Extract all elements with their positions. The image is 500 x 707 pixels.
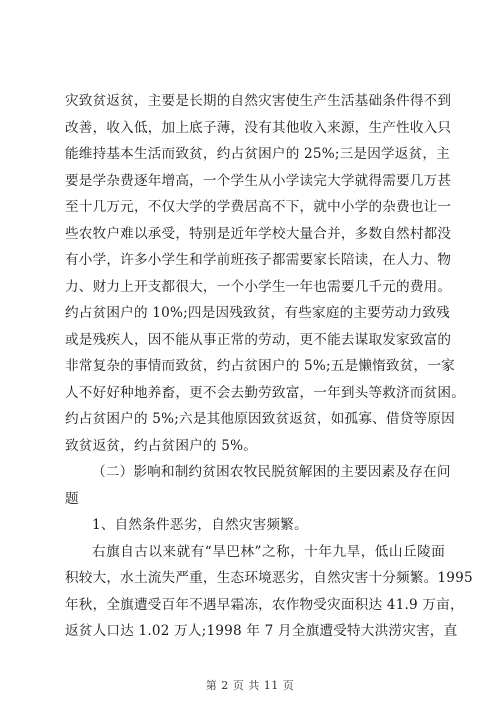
- page-footer: 第 2 页 共 11 页: [205, 679, 295, 692]
- section-heading: （二）影响和制约贫困农牧民脱贫解困的主要因素及存在问: [92, 464, 451, 480]
- text-line: 些农牧户难以承受，特别是近年学校大量合并，多数自然村都没: [65, 225, 452, 242]
- text-line: 改善，收入低，加上底子薄，没有其他收入来源，生产性收入只: [65, 119, 452, 136]
- text-line: 返贫人口达 1.02 万人;1998 年 7 月全旗遭受特大洪涝灾害，直: [65, 623, 458, 639]
- text-line: 人不好好种地养畜，更不会去勤劳致富，一年到头等救济而贫困。: [65, 384, 466, 401]
- text-line: 右旗自古以来就有“旱巴林”之称，十年九旱，低山丘陵面: [92, 543, 445, 560]
- text-line: 致贫返贫，约占贫困户的 5%。: [65, 437, 258, 454]
- text-line: 年秋，全旗遭受百年不遇早霜冻，农作物受灾面积达 41.9 万亩，: [65, 596, 464, 613]
- text-line: 力、财力上开支都很大，一个小学生一年也需要几千元的费用。: [65, 278, 452, 295]
- text-line: 非常复杂的事情而致贫，约占贫困户的 5%;五是懒惰致贫，一家: [65, 358, 455, 374]
- text-line: 或是残疾人，因不能从事正常的劳动，更不能去谋取发家致富的: [65, 331, 452, 348]
- text-line: 至十几万元，不仅大学的学费居高不下，就中小学的杂费也让一: [65, 199, 452, 215]
- text-line: 约占贫困户的 10%;四是因残致贫，有些家庭的主要劳动力致残: [65, 305, 450, 321]
- text-line: 积较大，水土流失严重，生态环境恶劣，自然灾害十分频繁。1995: [65, 570, 473, 586]
- subsection-heading: 1、自然条件恶劣，自然灾害频繁。: [92, 517, 308, 533]
- text-line: 约占贫困户的 5%;六是其他原因致贫返贫，如孤寡、借贷等原因: [65, 411, 455, 427]
- text-line: 有小学，许多小学生和学前班孩子都需要家长陪读，在人力、物: [65, 252, 452, 268]
- text-line: 要是学杂费逐年增高，一个学生从小学读完大学就得需要几万甚: [65, 172, 452, 189]
- text-line: 能维持基本生活而致贫，约占贫困户的 25%;三是因学返贫，主: [65, 146, 450, 162]
- body-text: [65, 88, 473, 645]
- text-line: 灾致贫返贫，主要是长期的自然灾害使生产生活基础条件得不到: [65, 93, 452, 109]
- section-heading-continued: 题: [65, 490, 79, 507]
